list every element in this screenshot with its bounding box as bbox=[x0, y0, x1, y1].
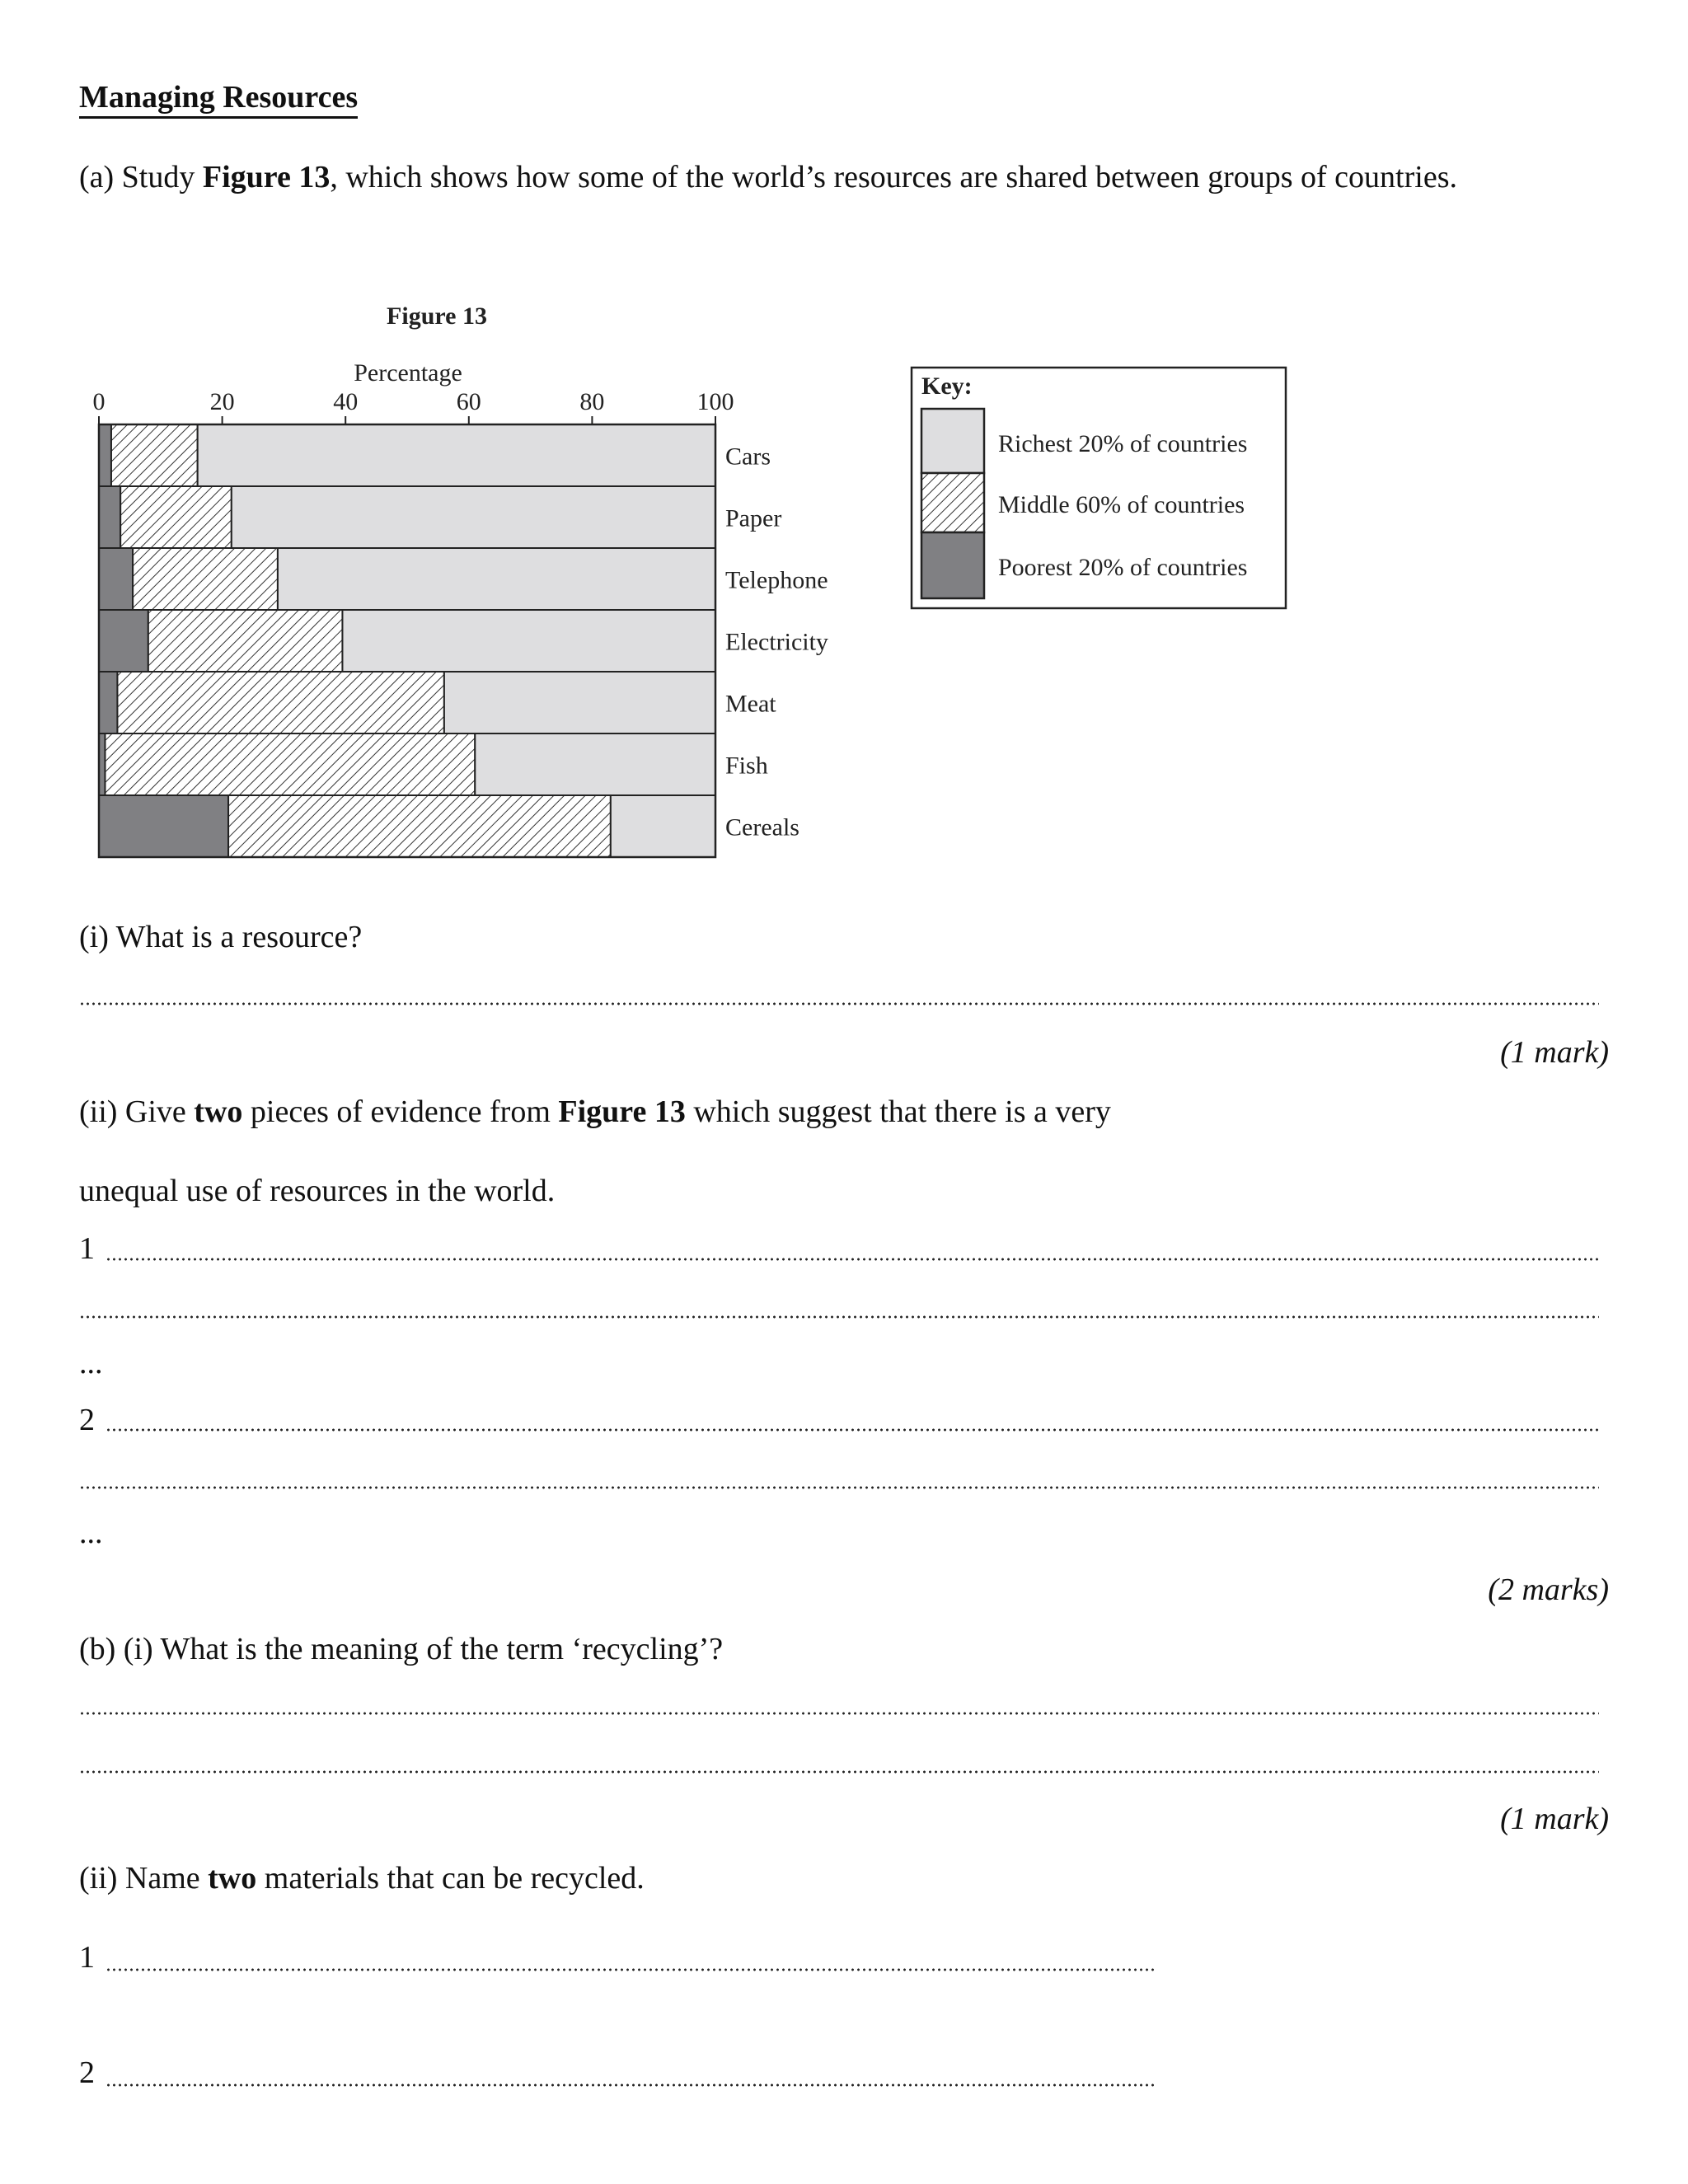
category-label-telephone: Telephone bbox=[725, 566, 828, 594]
question-a-ii: (ii) Give two pieces of evidence from Figure 13 which suggest that there is a very bbox=[79, 1094, 1111, 1129]
legend-swatch-middle bbox=[921, 473, 984, 532]
answer-line-a-ii-2b[interactable] bbox=[79, 1486, 1599, 1489]
bar-meat-poorest bbox=[99, 672, 117, 733]
bar-telephone-poorest bbox=[99, 548, 133, 610]
answer-number-b-1: 1 bbox=[79, 1940, 95, 1975]
mark-a-ii: (2 marks) bbox=[1488, 1572, 1609, 1607]
answer-line-b-i-2[interactable] bbox=[79, 1770, 1599, 1774]
ellipsis-1: ... bbox=[79, 1346, 103, 1380]
question-a-ii-line2: unequal use of resources in the world. bbox=[79, 1174, 556, 1208]
category-label-paper: Paper bbox=[725, 504, 782, 532]
bar-telephone-richest bbox=[278, 548, 715, 610]
category-label-cars: Cars bbox=[725, 443, 771, 471]
answer-number-2: 2 bbox=[79, 1403, 95, 1437]
bar-cereals-richest bbox=[611, 795, 715, 857]
legend-swatch-poorest bbox=[921, 532, 984, 598]
bar-meat-richest bbox=[444, 672, 715, 733]
bar-cars-poorest bbox=[99, 424, 111, 486]
answer-number-1: 1 bbox=[79, 1231, 95, 1266]
category-label-electricity: Electricity bbox=[725, 628, 828, 656]
page-title: Managing Resources bbox=[79, 79, 358, 115]
answer-line-a-i[interactable] bbox=[79, 1002, 1599, 1005]
x-tick-label-100: 100 bbox=[696, 388, 734, 415]
bar-electricity-poorest bbox=[99, 610, 148, 672]
answer-line-b-ii-2[interactable] bbox=[106, 2083, 1157, 2087]
answer-line-a-ii-2a[interactable] bbox=[106, 1428, 1599, 1432]
x-tick-label-40: 40 bbox=[333, 388, 359, 415]
x-tick-label-80: 80 bbox=[579, 388, 605, 415]
bar-meat-middle bbox=[117, 672, 443, 733]
legend-swatch-richest bbox=[921, 409, 984, 473]
answer-line-b-i-1[interactable] bbox=[79, 1712, 1599, 1715]
mark-b-i: (1 mark) bbox=[1500, 1802, 1609, 1836]
question-b-ii: (ii) Name two materials that can be recycled. bbox=[79, 1861, 645, 1896]
legend-entry-middle: Middle 60% of countries bbox=[998, 491, 1245, 518]
ellipsis-2: ... bbox=[79, 1516, 103, 1550]
legend bbox=[912, 368, 1286, 608]
bar-fish-middle bbox=[105, 733, 475, 795]
category-label-meat: Meat bbox=[725, 690, 776, 718]
answer-number-b-2: 2 bbox=[79, 2055, 95, 2090]
chart-title: Figure 13 bbox=[387, 302, 487, 330]
x-tick-label-60: 60 bbox=[456, 388, 481, 415]
bar-paper-middle bbox=[120, 486, 232, 548]
question-b-i: (b) (i) What is the meaning of the term ‘recycling’? bbox=[79, 1632, 724, 1666]
x-tick-label-20: 20 bbox=[209, 388, 235, 415]
category-label-cereals: Cereals bbox=[725, 813, 799, 841]
legend-entry-richest: Richest 20% of countries bbox=[998, 430, 1248, 457]
x-tick-label-0: 0 bbox=[92, 388, 106, 415]
bar-paper-richest bbox=[232, 486, 715, 548]
answer-line-a-ii-1a[interactable] bbox=[106, 1258, 1599, 1261]
x-axis-label: Percentage bbox=[354, 359, 462, 387]
bar-cars-middle bbox=[111, 424, 198, 486]
legend-entry-poorest: Poorest 20% of countries bbox=[998, 554, 1248, 581]
figure-13-chart bbox=[74, 288, 1311, 882]
bar-fish-richest bbox=[475, 733, 715, 795]
bar-paper-poorest bbox=[99, 486, 120, 548]
answer-line-b-ii-1[interactable] bbox=[106, 1968, 1157, 1971]
question-a-i: (i) What is a resource? bbox=[79, 920, 363, 954]
bar-cereals-middle bbox=[228, 795, 611, 857]
bar-cars-richest bbox=[198, 424, 715, 486]
answer-line-a-ii-1b[interactable] bbox=[79, 1315, 1599, 1319]
bar-telephone-middle bbox=[133, 548, 278, 610]
legend-title: Key: bbox=[921, 373, 973, 400]
category-label-fish: Fish bbox=[725, 752, 768, 780]
part-a-intro: (a) Study Figure 13, which shows how some of the world’s resources are shared between groups of countries. bbox=[79, 160, 1457, 194]
bar-electricity-middle bbox=[148, 610, 343, 672]
bar-electricity-richest bbox=[342, 610, 715, 672]
bar-cereals-poorest bbox=[99, 795, 228, 857]
mark-a-i: (1 mark) bbox=[1500, 1035, 1609, 1070]
